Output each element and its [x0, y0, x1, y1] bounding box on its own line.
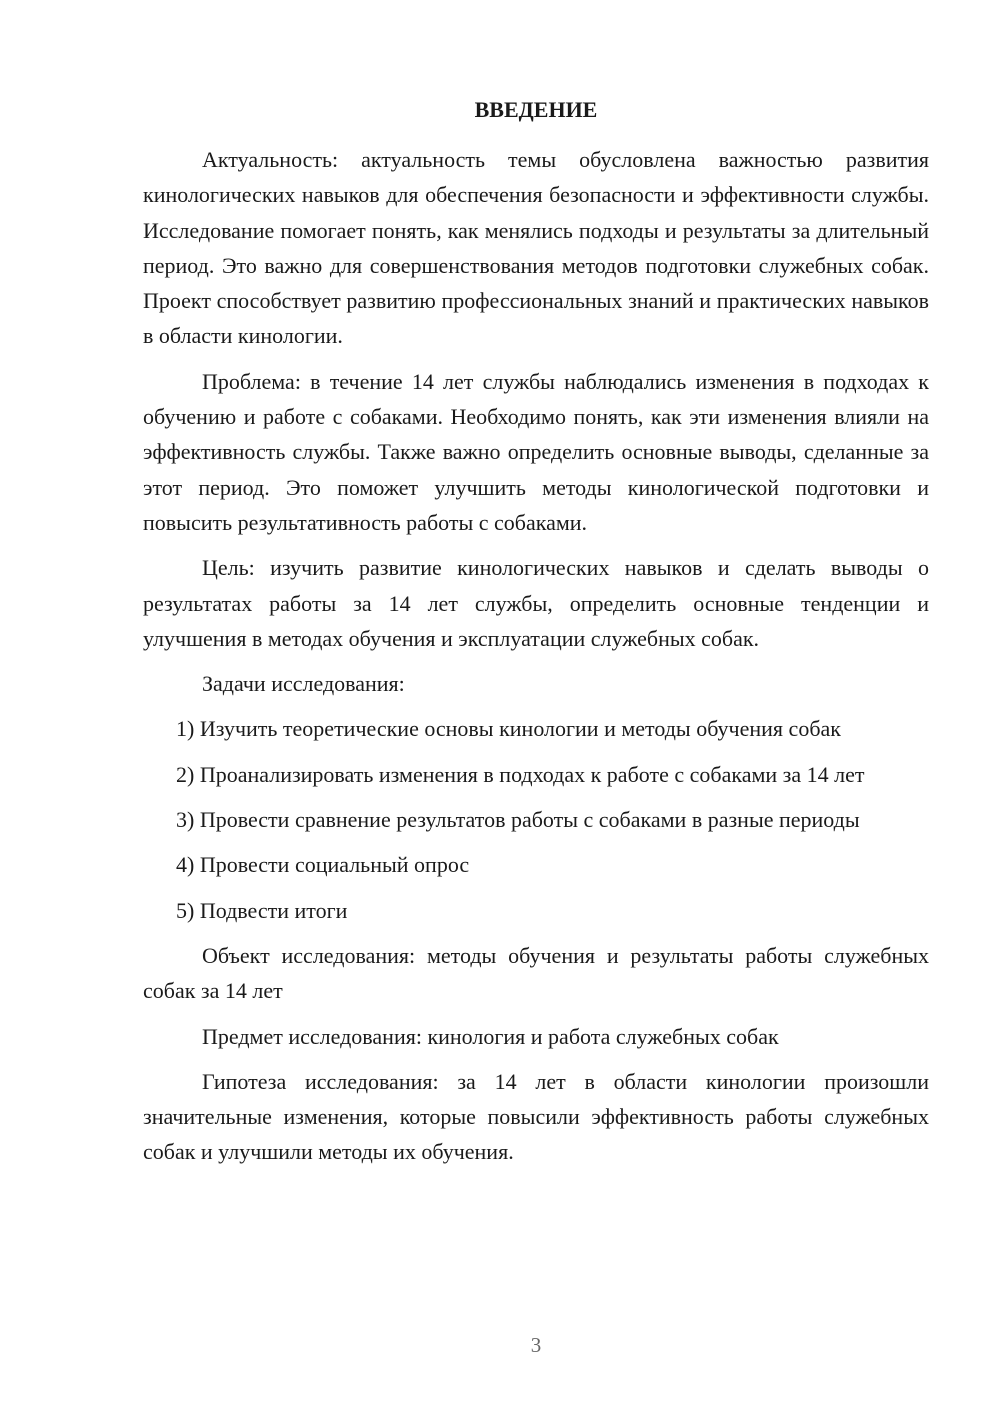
- paragraph-object: Объект исследования: методы обучения и результаты работы служебных собак за 14 лет: [143, 942, 929, 1004]
- task-item-4: 4) Провести социальный опрос: [176, 852, 470, 878]
- task-item-2: 2) Проанализировать изменения в подходах к работе с собаками за 14 лет: [176, 761, 865, 787]
- task-item-3: 3) Провести сравнение результатов работы с собаками в разные периоды: [176, 807, 860, 833]
- paragraph-goal: Цель: изучить развитие кинологических навыков и сделать выводы о результатах работы за 14 лет службы, определить основные тенденции и улучшения в методах обучения и эксплуатации служебных собак.: [143, 555, 929, 651]
- document-body: [143, 142, 929, 1170]
- paragraph-hypothesis: Гипотеза исследования: за 14 лет в области кинологии произошли значительные изменения, которые повысили эффективность работы служебных собак и улучшили методы их обучения.: [143, 1068, 929, 1165]
- paragraph-problem: Проблема: в течение 14 лет службы наблюдались изменения в подходах к обучению и работе с собаками. Необходимо понять, как эти изменения влияли на эффективность службы. Также важно определить основные выводы, сделанные за этот период. Это поможет улучшить методы кинологической подготовки и повысить результативность работы с собаками.: [143, 368, 929, 535]
- paragraph-relevance: Актуальность: актуальность темы обусловлена важностью развития кинологических навыков для обеспечения безопасности и эффективности службы. Исследование помогает понять, как менялись подходы и результаты за длительный период. Это важно для совершенствования методов подготовки служебных собак. Проект способствует развитию профессиональных знаний и практических навыков в области кинологии.: [143, 147, 929, 349]
- page-number: 3: [530, 1333, 542, 1357]
- paragraph-subject: Предмет исследования: кинология и работа служебных собак: [202, 1023, 779, 1049]
- task-item-1: 1) Изучить теоретические основы кинологии и методы обучения собак: [176, 716, 841, 742]
- section-heading: ВВЕДЕНИЕ: [474, 97, 598, 122]
- tasks-title: Задачи исследования:: [202, 671, 405, 697]
- task-item-5: 5) Подвести итоги: [176, 897, 348, 923]
